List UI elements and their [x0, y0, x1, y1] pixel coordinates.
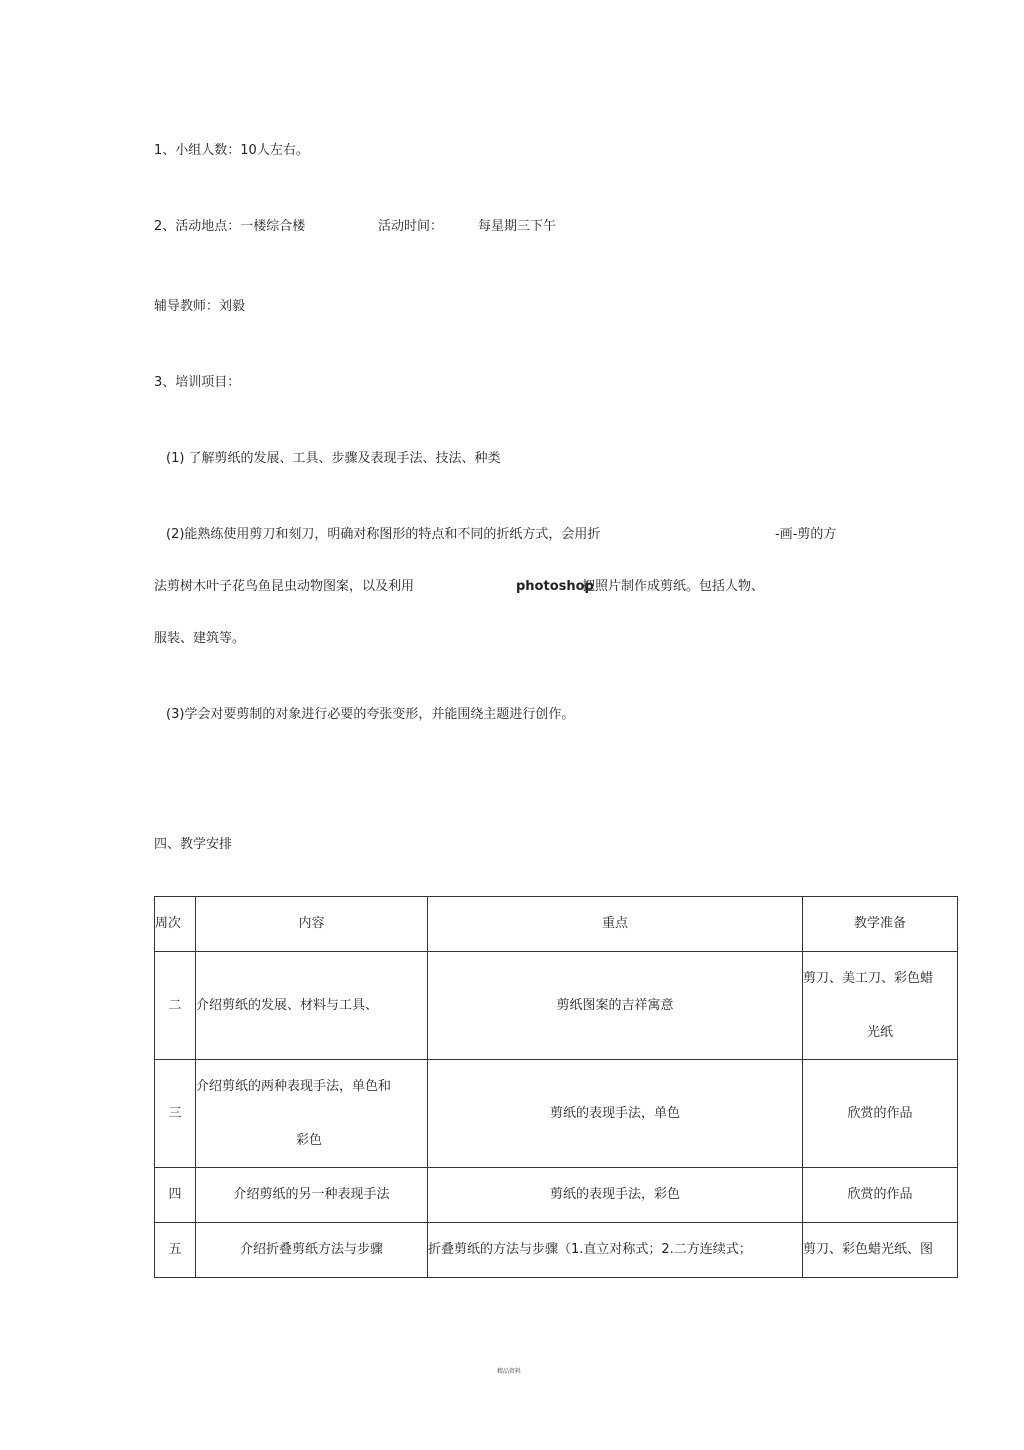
training-item-2-part-b: -画-剪的方 — [775, 527, 837, 542]
photoshop-keyword: photoshop — [516, 579, 594, 594]
row-content-line-1: 介绍剪纸的两种表现手法，单色和 — [196, 1078, 392, 1094]
training-item-2-part-f: 服装、建筑等。 — [154, 631, 246, 646]
row-key: 剪纸的表现手法，单色 — [428, 1060, 803, 1168]
training-item-1: (1) 了解剪纸的发展、工具、步骤及表现手法、技法、种类 — [166, 451, 501, 466]
table-header-row — [155, 897, 958, 952]
row-key: 折叠剪纸的方法与步骤（1.直立对称式；2.二方连续式； — [428, 1223, 803, 1278]
header-content: 内容 — [196, 897, 428, 952]
header-key: 重点 — [428, 897, 803, 952]
row-week: 三 — [155, 1060, 196, 1168]
section-title: 四、教学安排 — [154, 837, 233, 852]
training-item-2-part-a: (2)能熟练使用剪刀和刻刀，明确对称图形的特点和不同的折纸方式，会用折 — [166, 527, 601, 542]
header-prep: 教学准备 — [803, 897, 958, 952]
row-content: 介绍剪纸的发展、材料与工具、 — [196, 952, 428, 1060]
training-item-2-part-c: 法剪树木叶子花鸟鱼昆虫动物图案，以及利用 — [154, 579, 415, 594]
table-row — [155, 1060, 958, 1168]
training-item-2-part-e: 把照片制作成剪纸。包括人物、 — [582, 579, 765, 594]
table-row — [155, 952, 958, 1060]
row-week: 五 — [155, 1223, 196, 1278]
group-size-text: 1、小组人数：10人左右。 — [154, 143, 309, 158]
row-content-line-2: 彩色 — [296, 1132, 323, 1148]
row-content: 介绍剪纸的另一种表现手法 — [196, 1168, 428, 1223]
row-week: 四 — [155, 1168, 196, 1223]
table-row — [155, 1223, 958, 1278]
row-content: 介绍折叠剪纸方法与步骤 — [196, 1223, 428, 1278]
row-prep: 欣赏的作品 — [803, 1060, 958, 1168]
row-prep — [803, 952, 958, 1060]
row-content — [196, 1060, 428, 1168]
schedule-table — [154, 896, 958, 1278]
time-value: 每星期三下午 — [478, 219, 557, 234]
header-week: 周次 — [155, 897, 196, 952]
row-key: 剪纸的表现手法，彩色 — [428, 1168, 803, 1223]
training-item-3: (3)学会对要剪制的对象进行必要的夸张变形，并能围绕主题进行创作。 — [166, 707, 575, 722]
footer-label: 精品资料 — [497, 1368, 522, 1375]
location-text: 2、活动地点：一楼综合楼 — [154, 219, 306, 234]
training-title: 3、培训项目： — [154, 375, 241, 390]
row-week: 二 — [155, 952, 196, 1060]
row-prep: 欣赏的作品 — [803, 1168, 958, 1223]
row-key: 剪纸图案的吉祥寓意 — [428, 952, 803, 1060]
time-label: 活动时间： — [378, 219, 444, 234]
row-prep: 剪刀、彩色蜡光纸、图 — [803, 1223, 958, 1278]
table-row — [155, 1168, 958, 1223]
teacher-text: 辅导教师：刘毅 — [154, 299, 246, 314]
row-prep-line-2: 光纸 — [866, 1024, 893, 1040]
row-prep-line-1: 剪刀、美工刀、彩色蜡 — [803, 970, 934, 986]
